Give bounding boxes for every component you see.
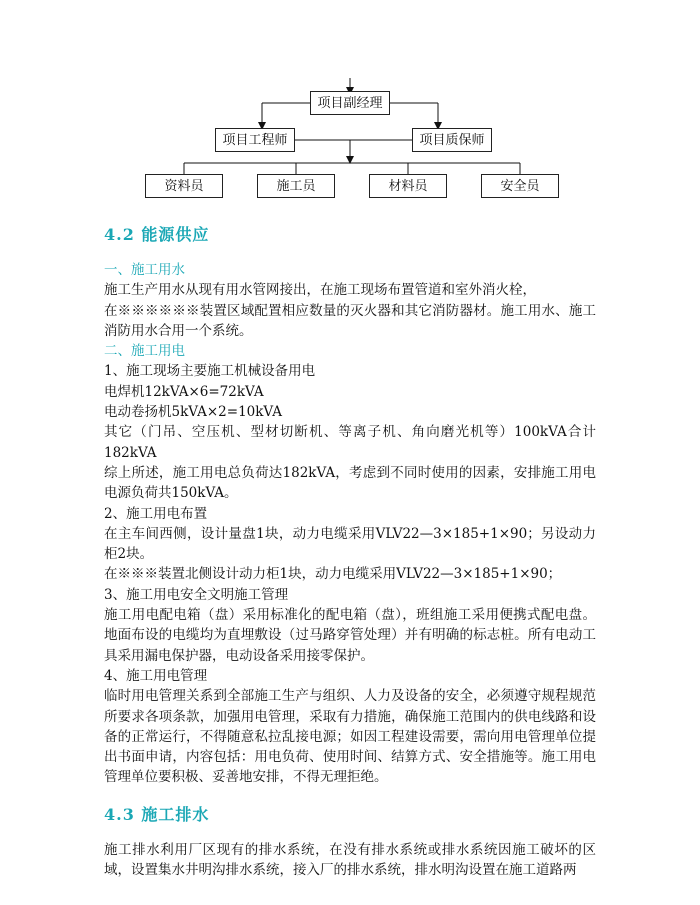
document-body (104, 222, 596, 880)
paragraph: 施工用电配电箱（盘）采用标准化的配电箱（盘），班组施工采用便携式配电盘。地面布设的电缆均为直埋敷设（过马路穿管处理）并有明确的标志桩。所有电动工具采用漏电保护器，电动设备采用接零保护。 (104, 607, 596, 664)
paragraph: 4、施工用电管理 (104, 667, 208, 684)
paragraph: 施工生产用水从现有用水管网接出，在施工现场布置管道和室外消火栓， (104, 282, 536, 299)
org-chart (0, 0, 700, 210)
paragraph: 在主车间西侧，设计量盘1块，动力电缆采用VLV22—3×185+1×90；另设动力柜2块。 (104, 525, 596, 563)
paragraph: 其它（门吊、空压机、型材切断机、等离子机、角向磨光机等）100kVA合计182kVA (104, 424, 596, 461)
section-4-2-heading: 4.2 能源供应 (104, 225, 210, 244)
records-clerk-box: 资料员 (145, 174, 223, 198)
paragraph: 3、施工用电安全文明施工管理 (104, 586, 289, 603)
safety-officer-box: 安全员 (481, 174, 559, 198)
paragraph: 综上所述，施工用电总负荷达182kVA，考虑到不同时使用的因素，安排施工用电电源负荷共150kVA。 (104, 464, 596, 502)
paragraph: 电焊机12kVA×6=72kVA (104, 383, 264, 400)
water-supply-title: 一、施工用水 (104, 262, 185, 278)
section-4-3-heading: 4.3 施工排水 (104, 804, 210, 824)
construction-worker-box: 施工员 (257, 174, 335, 198)
paragraph: 在※※※※※※装置区域配置相应数量的灭火器和其它消防器材。施工用水、施工消防用水合用一个系统。 (104, 302, 596, 339)
paragraph: 在※※※装置北侧设计动力柜1块，动力电缆采用VLV22—3×185+1×90； (104, 566, 562, 583)
paragraph: 2、施工用电布置 (104, 505, 208, 522)
deputy-manager-box: 项目副经理 (310, 91, 390, 115)
qa-engineer-box: 项目质保师 (412, 128, 492, 152)
paragraph: 电动卷扬机5kVA×2=10kVA (104, 404, 283, 421)
materials-clerk-box: 材料员 (369, 174, 447, 198)
paragraph: 1、施工现场主要施工机械设备用电 (104, 363, 316, 380)
engineer-box: 项目工程师 (215, 128, 295, 152)
paragraph: 施工排水利用厂区现有的排水系统，在没有排水系统或排水系统因施工破坏的区域，设置集水井明沟排水系统，接入厂的排水系统，排水明沟设置在施工道路两 (104, 841, 596, 879)
paragraph: 临时用电管理关系到全部施工生产与组织、人力及设备的安全，必须遵守规程规范所要求各项条款，加强用电管理，采取有力措施，确保施工范围内的供电线路和设备的正常运行，不得随意私拉乱接电源；如因工程建设需要，需向用电管理单位提出书面申请，内容包括：用电负荷、使用时间、结算方式、安全措施等。施工用电管理单位要积极、妥善地安排，不得无理拒绝。 (104, 688, 596, 786)
power-supply-title: 二、施工用电 (104, 343, 185, 360)
